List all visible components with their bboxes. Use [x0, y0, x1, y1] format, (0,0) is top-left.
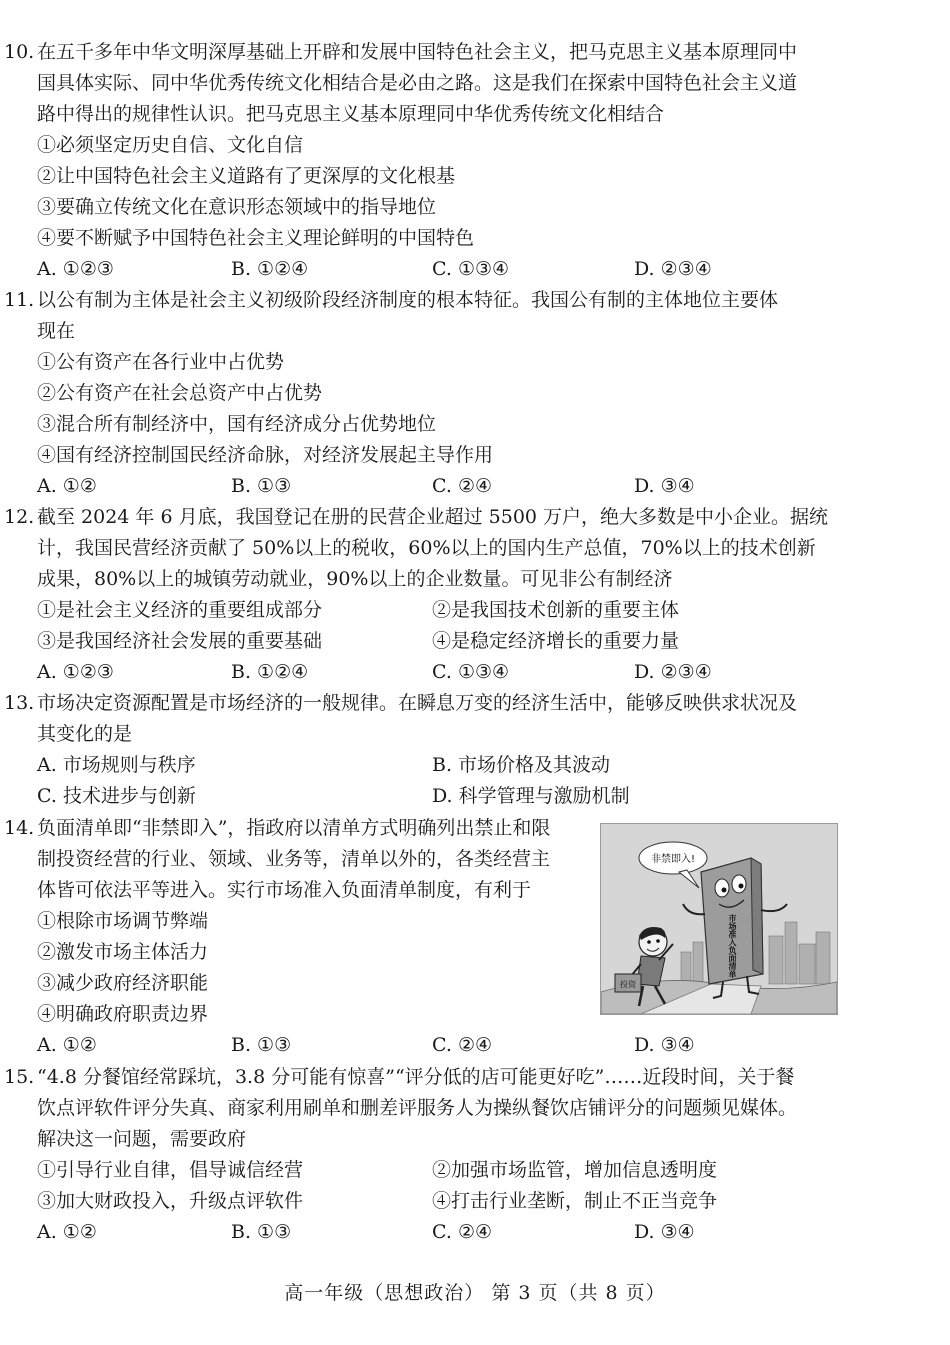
- statement-1: ①引导行业自律，倡导诚信经营: [37, 1159, 304, 1181]
- question-number: 15.: [4, 1066, 35, 1088]
- choice-d: D. ②③④: [634, 661, 712, 683]
- statement-2: ②激发市场主体活力: [37, 941, 209, 963]
- choice-c: C. ②④: [432, 1034, 493, 1056]
- choice-a: A. 市场规则与秩序: [37, 754, 196, 776]
- question-stem-line: 截至 2024 年 6 月底，我国登记在册的民营企业超过 5500 万户，绝大多数是中小企业。据统: [37, 506, 829, 528]
- statement-4: ④明确政府职责边界: [37, 1003, 209, 1025]
- choice-c: C. 技术进步与创新: [37, 785, 196, 807]
- statement-3: ③混合所有制经济中，国有经济成分占优势地位: [37, 413, 437, 435]
- choice-b: B. ①③: [231, 1221, 292, 1243]
- statement-3: ③减少政府经济职能: [37, 972, 209, 994]
- choice-d: D. ③④: [634, 475, 695, 497]
- question-stem-line: 其变化的是: [37, 723, 133, 745]
- statement-4: ④打击行业垄断，制止不正当竞争: [432, 1190, 718, 1212]
- question-stem-line: 制投资经营的行业、领域、业务等，清单以外的，各类经营主: [37, 848, 551, 870]
- question-stem-line: 市场决定资源配置是市场经济的一般规律。在瞬息万变的经济生活中，能够反映供求状况及: [37, 692, 798, 714]
- board-label: 市场准入负面清单: [728, 914, 737, 978]
- statement-3: ③加大财政投入，升级点评软件: [37, 1190, 304, 1212]
- choice-d: D. ②③④: [634, 258, 712, 280]
- question-stem-line: 现在: [37, 320, 76, 342]
- statement-1: ①必须坚定历史自信、文化自信: [37, 134, 304, 156]
- choice-a: A. ①②: [37, 1034, 97, 1056]
- choice-a: A. ①②: [37, 475, 97, 497]
- statement-2: ②公有资产在社会总资产中占优势: [37, 382, 323, 404]
- question-stem-line: 计，我国民营经济贡献了 50%以上的税收，60%以上的国内生产总值，70%以上的技术创新: [37, 537, 816, 559]
- question-stem-line: 在五千多年中华文明深厚基础上开辟和发展中国特色社会主义，把马克思主义基本原理同中: [37, 41, 798, 63]
- question-stem-line: 成果，80%以上的城镇劳动就业，90%以上的企业数量。可见非公有制经济: [37, 568, 673, 590]
- choice-a: A. ①②③: [37, 258, 114, 280]
- choice-b: B. ①③: [231, 475, 292, 497]
- question-stem-line: 负面清单即“非禁即入”，指政府以清单方式明确列出禁止和限: [37, 817, 551, 839]
- choice-c: C. ①③④: [432, 661, 510, 683]
- choice-d: D. ③④: [634, 1034, 695, 1056]
- question-stem-line: “4.8 分餐馆经常踩坑，3.8 分可能有惊喜”“评分低的店可能更好吃”……近段时间，关于餐: [37, 1066, 795, 1088]
- briefcase-label: 投资: [620, 980, 636, 989]
- statement-2: ②加强市场监管，增加信息透明度: [432, 1159, 718, 1181]
- statement-4: ④是稳定经济增长的重要力量: [432, 630, 680, 652]
- statement-2: ②是我国技术创新的重要主体: [432, 599, 680, 621]
- choice-b: B. ①③: [231, 1034, 292, 1056]
- statement-3: ③要确立传统文化在意识形态领域中的指导地位: [37, 196, 437, 218]
- question-stem-line: 解决这一问题，需要政府: [37, 1128, 247, 1150]
- question-number: 13.: [4, 692, 35, 714]
- page-footer: 高一年级（思想政治） 第 3 页（共 8 页）: [284, 1282, 666, 1304]
- choice-c: C. ②④: [432, 475, 493, 497]
- choice-b: B. ①②④: [231, 661, 309, 683]
- choice-c: C. ①③④: [432, 258, 510, 280]
- question-number: 12.: [4, 506, 35, 528]
- choice-a: A. ①②: [37, 1221, 97, 1243]
- question-stem-line: 路中得出的规律性认识。把马克思主义基本原理同中华优秀传统文化相结合: [37, 103, 665, 125]
- question-number: 10.: [4, 41, 35, 63]
- question-number: 11.: [4, 289, 35, 311]
- choice-d: D. 科学管理与激励机制: [432, 785, 630, 807]
- question-stem-line: 体皆可依法平等进入。实行市场准入负面清单制度，有利于: [37, 879, 532, 901]
- question-stem-line: 以公有制为主体是社会主义初级阶段经济制度的根本特征。我国公有制的主体地位主要体: [37, 289, 779, 311]
- statement-2: ②让中国特色社会主义道路有了更深厚的文化根基: [37, 165, 456, 187]
- statement-1: ①公有资产在各行业中占优势: [37, 351, 285, 373]
- statement-1: ①是社会主义经济的重要组成部分: [37, 599, 323, 621]
- choice-b: B. 市场价格及其波动: [432, 754, 611, 776]
- statement-1: ①根除市场调节弊端: [37, 910, 209, 932]
- statement-4: ④要不断赋予中国特色社会主义理论鲜明的中国特色: [37, 227, 475, 249]
- statement-3: ③是我国经济社会发展的重要基础: [37, 630, 323, 652]
- choice-d: D. ③④: [634, 1221, 695, 1243]
- speech-bubble-text: 非禁即入!: [650, 854, 696, 865]
- choice-c: C. ②④: [432, 1221, 493, 1243]
- cartoon-illustration: [600, 823, 838, 1015]
- choice-b: B. ①②④: [231, 258, 309, 280]
- choice-a: A. ①②③: [37, 661, 114, 683]
- question-stem-line: 饮点评软件评分失真、商家利用刷单和删差评服务人为操纵餐饮店铺评分的问题频见媒体。: [37, 1097, 798, 1119]
- question-stem-line: 国具体实际、同中华优秀传统文化相结合是必由之路。这是我们在探索中国特色社会主义道: [37, 72, 798, 94]
- question-number: 14.: [4, 817, 35, 839]
- statement-4: ④国有经济控制国民经济命脉，对经济发展起主导作用: [37, 444, 494, 466]
